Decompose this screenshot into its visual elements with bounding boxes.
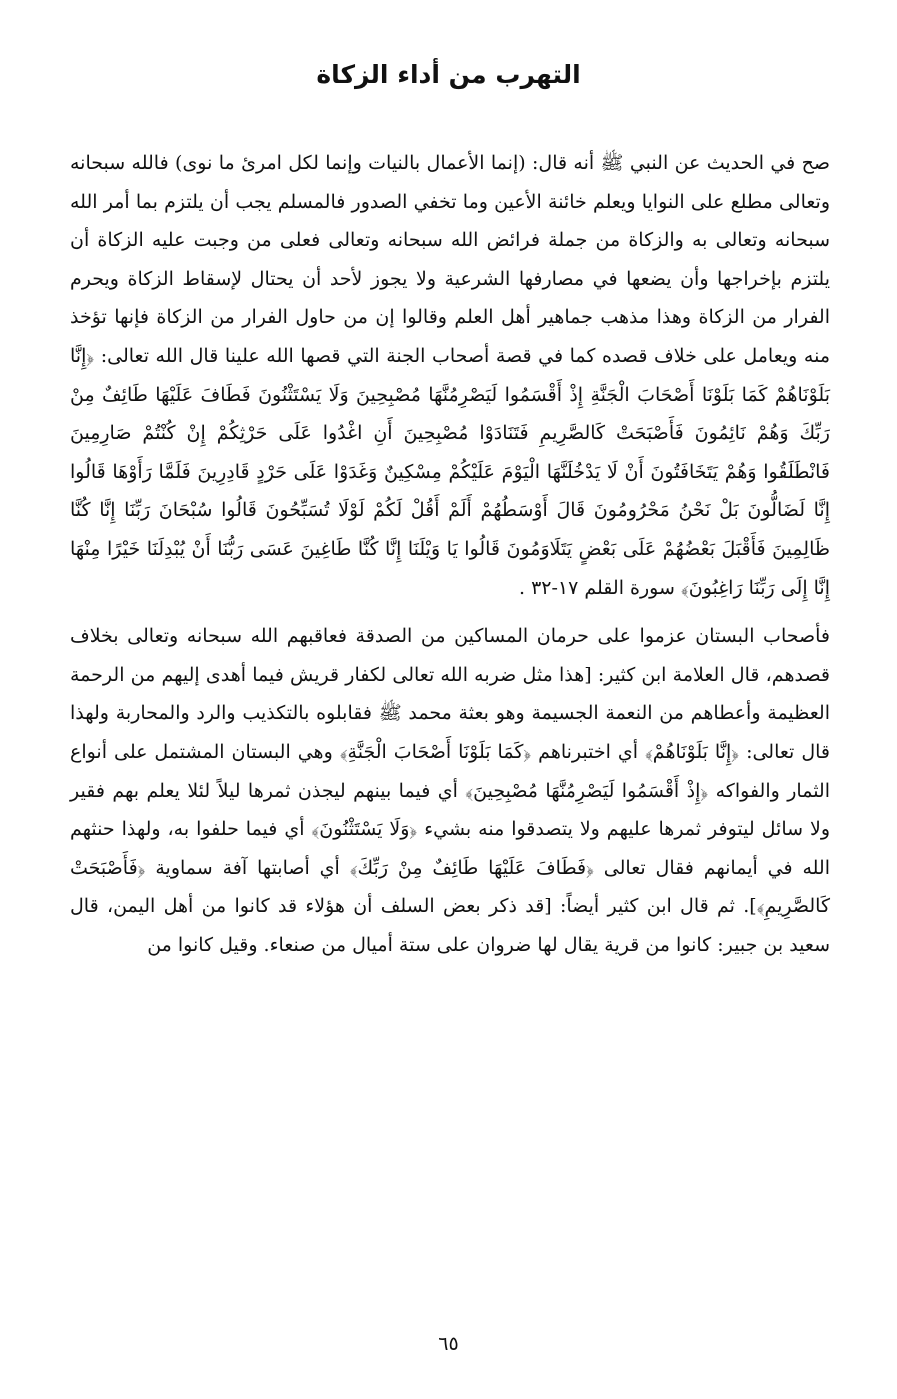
paragraph-1: صح في الحديث عن النبي ﷺ أنه قال: (إنما الأعمال بالنيات وإنما لكل امرئ ما نوى) فالله سبحانه وتعالى مطلع على النوايا ويعلم خائنة الأعين وما تخفي الصدور فالمسلم يجب أن يلتزم بما أمر الله سبحانه وتعالى به والزكاة من جملة فرائض الله سبحانه وتعالى فعلى من وجبت عليه الزكاة أن يلتزم بإخراجها وأن يضعها في مصارفها الشرعية ولا يجوز لأحد أن يحتال لإسقاط الزكاة ويحرم الفرار من الزكاة وهذا مذهب جماهير أهل العلم وقالوا إن من حاول الفرار من الزكاة فإنها تؤخذ منه ويعامل على خلاف قصده كما في قصة أصحاب الجنة التي قصها الله علينا قال الله تعالى: ﴿إِنَّا بَلَوْنَاهُمْ كَمَا بَلَوْنَا أَصْحَابَ الْجَنَّةِ إِذْ أَقْسَمُوا لَيَصْرِمُنَّهَا مُصْبِحِينَ وَلَا يَسْتَثْنُونَ فَطَافَ عَلَيْهَا طَائِفٌ مِنْ رَبِّكَ وَهُمْ نَائِمُونَ فَأَصْبَحَتْ كَالصَّرِيمِ فَتَنَادَوْا مُصْبِحِينَ أَنِ اغْدُوا عَلَى حَرْثِكُمْ إِنْ كُنْتُمْ صَارِمِينَ فَانْطَلَقُوا وَهُمْ يَتَخَافَتُونَ أَنْ لَا يَدْخُلَنَّهَا الْيَوْمَ عَلَيْكُمْ مِسْكِينٌ وَغَدَوْا عَلَى حَرْدٍ قَادِرِينَ فَلَمَّا رَأَوْهَا قَالُوا إِنَّا لَضَالُّونَ بَلْ نَحْنُ مَحْرُومُونَ قَالَ أَوْسَطُهُمْ أَلَمْ أَقُلْ لَكُمْ لَوْلَا تُسَبِّحُونَ قَالُوا سُبْحَانَ رَبِّنَا إِنَّا كُنَّا ظَالِمِينَ فَأَقْبَلَ بَعْضُهُمْ عَلَى بَعْضٍ يَتَلَاوَمُونَ قَالُوا يَا وَيْلَنَا إِنَّا كُنَّا طَاغِينَ عَسَى رَبُّنَا أَنْ يُبْدِلَنَا خَيْرًا مِنْهَا إِنَّا إِلَى رَبِّنَا رَاغِبُونَ﴾ سورة القلم ١٧-٣٢ . (70, 152, 830, 599)
page-title: التهرب من أداء الزكاة (316, 60, 581, 89)
page-number: ٦٥ (438, 1333, 459, 1355)
paragraph-2: فأصحاب البستان عزموا على حرمان المساكين من الصدقة فعاقبهم الله سبحانه وتعالى بخلاف قصدهم، قال العلامة ابن كثير: [هذا مثل ضربه الله تعالى لكفار قريش فيما أهدى إليهم من الرحمة العظيمة وأعطاهم من النعمة الجسيمة وهو بعثة محمد ﷺ فقابلوه بالتكذيب والرد والمحاربة ولهذا قال تعالى: ﴿إِنَّا بَلَوْنَاهُمْ﴾ أي اختبرناهم ﴿كَمَا بَلَوْنَا أَصْحَابَ الْجَنَّةِ﴾ وهي البستان المشتمل على أنواع الثمار والفواكه ﴿إِذْ أَقْسَمُوا لَيَصْرِمُنَّهَا مُصْبِحِينَ﴾ أي فيما بينهم ليجذن ثمرها ليلاً لئلا يعلم بهم فقير ولا سائل ليتوفر ثمرها عليهم ولا يتصدقوا منه بشيء ﴿وَلَا يَسْتَثْنُونَ﴾ أي فيما حلفوا به، ولهذا حنثهم الله في أيمانهم فقال تعالى ﴿فَطَافَ عَلَيْهَا طَائِفٌ مِنْ رَبِّكَ﴾ أي أصابتها آفة سماوية ﴿فَأَصْبَحَتْ كَالصَّرِيمِ﴾]. ثم قال ابن كثير أيضاً: [قد ذكر بعض السلف أن هؤلاء قد كانوا من أهل اليمن، قال سعيد بن جبير: كانوا من قرية يقال لها ضروان على ستة أميال من صنعاء. وقيل كانوا من (70, 625, 830, 956)
body-text (70, 144, 830, 964)
